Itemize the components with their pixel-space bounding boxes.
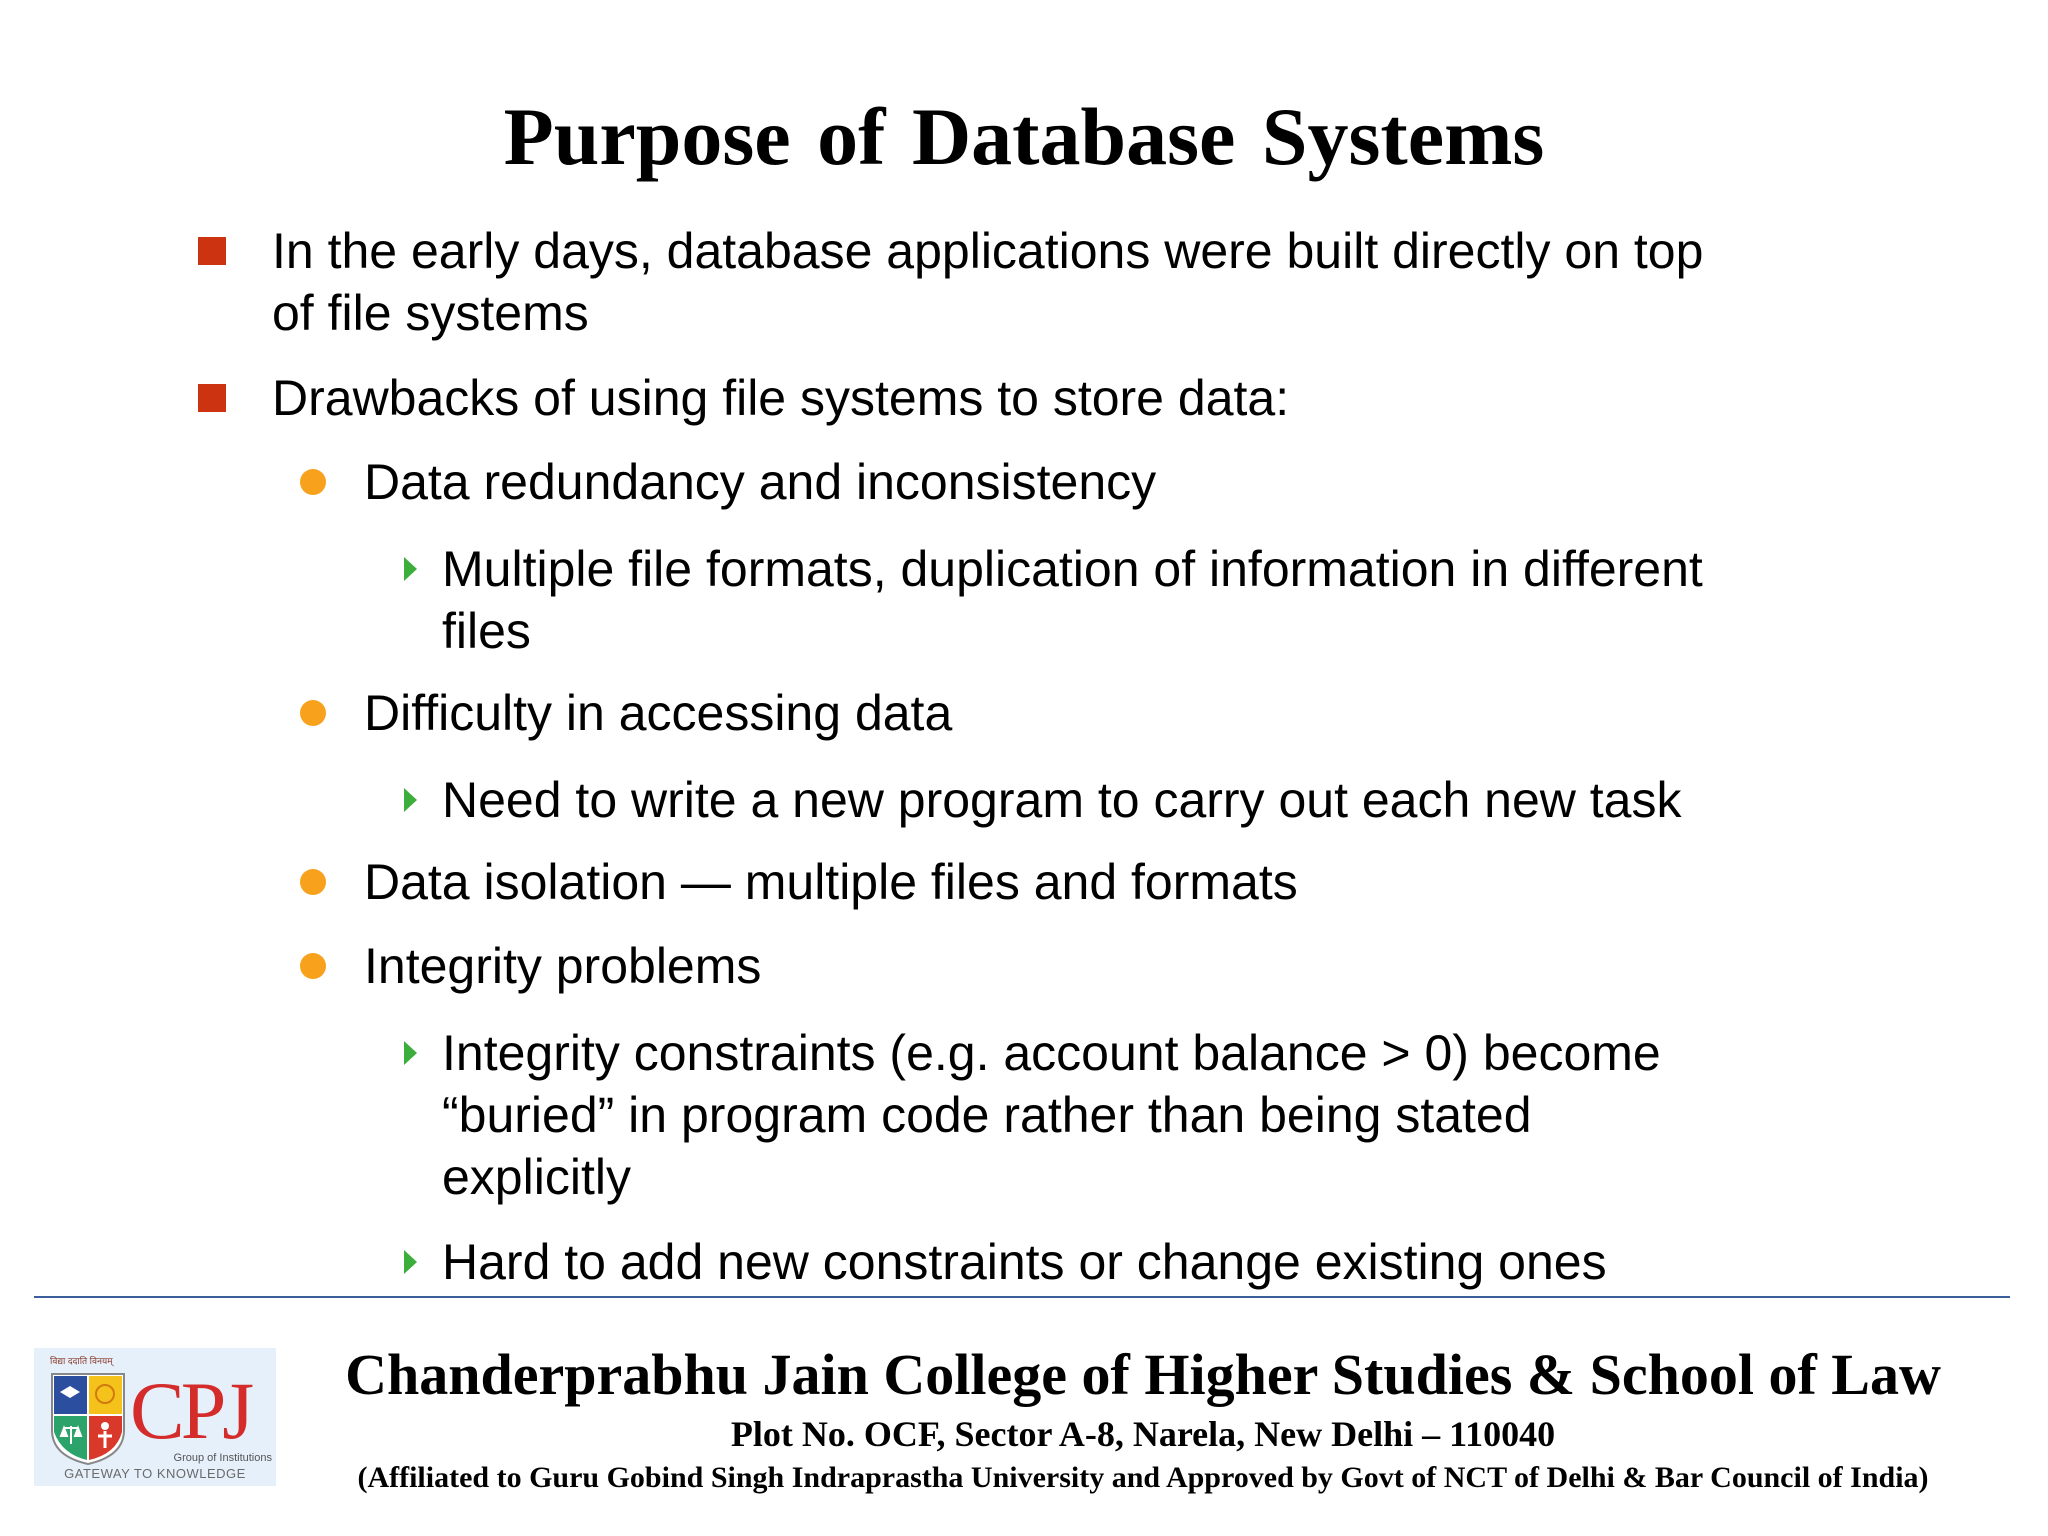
shield-icon: [50, 1370, 126, 1466]
dot-bullet-icon: [300, 869, 326, 895]
bullet-text: In the early days, database applications were built directly on top: [272, 223, 1704, 279]
detail-text: Hard to add new constraints or change existing ones: [442, 1234, 1607, 1290]
logo-wordmark: CPJ: [130, 1365, 251, 1456]
detail-text: Multiple file formats, duplication of information in different: [442, 541, 1703, 597]
detail-text: explicitly: [442, 1149, 631, 1205]
triangle-bullet-icon: [404, 788, 417, 812]
dot-bullet-icon: [300, 700, 326, 726]
logo-motto: विद्या ददाति विनयम्: [50, 1356, 113, 1366]
dot-bullet-icon: [300, 469, 326, 495]
footer-divider: [34, 1296, 2010, 1298]
sub-bullet-text: Data redundancy and inconsistency: [364, 454, 1157, 510]
detail-text: “buried” in program code rather than being stated: [442, 1087, 1532, 1143]
triangle-bullet-icon: [404, 1250, 417, 1274]
sub-bullet-text: Integrity problems: [364, 938, 762, 994]
square-bullet-icon: [198, 237, 226, 265]
dot-bullet-icon: [300, 953, 326, 979]
sub-bullet-text: Data isolation — multiple files and formats: [364, 854, 1298, 910]
bullet-text: of file systems: [272, 285, 589, 341]
detail-text: Need to write a new program to carry out each new task: [442, 772, 1682, 828]
logo-group-text: Group of Institutions: [173, 1452, 272, 1464]
detail-text: files: [442, 603, 531, 659]
college-name: Chanderprabhu Jain College of Higher Studies & School of Law: [345, 1342, 1941, 1407]
square-bullet-icon: [198, 384, 226, 412]
slide-title: Purpose of Database Systems: [503, 91, 1545, 182]
college-address: Plot No. OCF, Sector A-8, Narela, New Delhi – 110040: [730, 1414, 1556, 1454]
logo-tagline: GATEWAY TO KNOWLEDGE: [64, 1466, 246, 1481]
college-logo: [34, 1348, 276, 1486]
triangle-bullet-icon: [404, 1041, 417, 1065]
sub-bullet-text: Difficulty in accessing data: [364, 685, 953, 741]
triangle-bullet-icon: [404, 557, 417, 581]
detail-text: Integrity constraints (e.g. account balance > 0) become: [442, 1025, 1661, 1081]
bullet-text: Drawbacks of using file systems to store data:: [272, 370, 1290, 426]
college-affiliation: (Affiliated to Guru Gobind Singh Indraprastha University and Approved by Govt of NCT of Delhi & Bar Council of India): [357, 1461, 1929, 1494]
